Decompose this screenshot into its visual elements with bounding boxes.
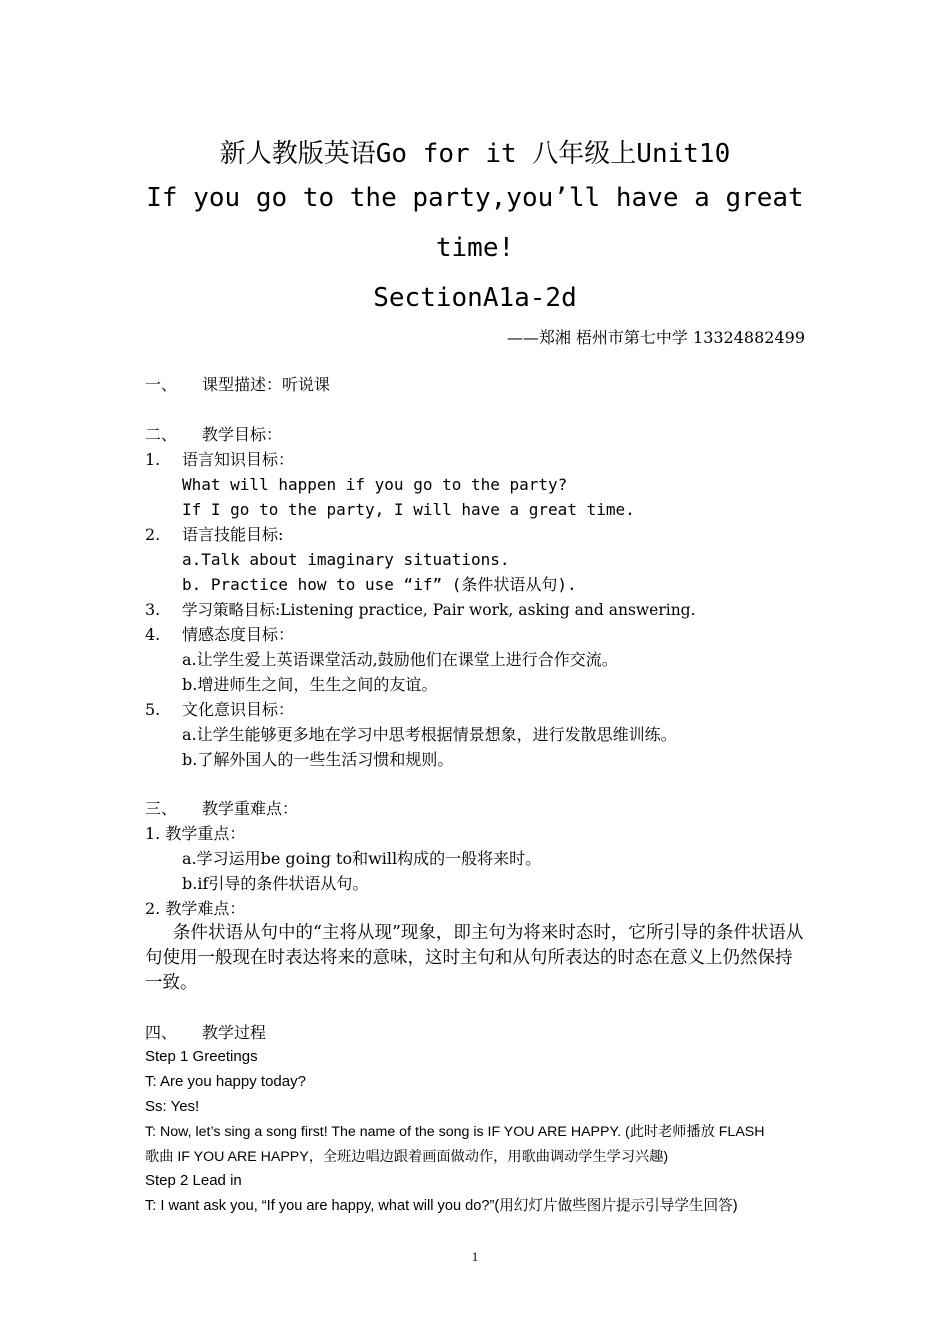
section-4-text: 教学过程 xyxy=(202,1023,267,1042)
dialogue-line-4: T: I want ask you, “If you are happy, what will you do?”(用幻灯片做些图片提示引导学生回答) xyxy=(145,1198,738,1214)
author-line: ——郑湘 梧州市第七中学 13324882499 xyxy=(506,328,805,347)
goal-4-number: 4. xyxy=(145,625,161,644)
step-1-heading: Step 1 Greetings xyxy=(145,1048,258,1065)
section-4-number: 四、 xyxy=(145,1023,178,1042)
title-line-1: 新人教版英语Go for it 八年级上Unit10 xyxy=(219,139,731,169)
dialogue-line-3b: 歌曲 IF YOU ARE HAPPY，全班边唱边跟着画面做动作，用歌曲调动学生学习兴趣) xyxy=(145,1149,669,1165)
goal-2-text: 语言技能目标: xyxy=(182,525,284,544)
goal-1-line-1: What will happen if you go to the party? xyxy=(182,475,568,494)
title-line-3: time! xyxy=(435,233,515,263)
goal-4-line-1: a.让学生爱上英语课堂活动,鼓励他们在课堂上进行合作交流。 xyxy=(182,650,618,669)
goal-4-text: 情感态度目标： xyxy=(182,625,295,644)
key-point-heading: 1. 教学重点： xyxy=(145,824,246,843)
section-3-text: 教学重难点： xyxy=(202,799,299,818)
key-point-line-1: a.学习运用be going to和will构成的一般将来时。 xyxy=(182,849,542,868)
difficulty-paragraph: 条件状语从句中的“主将从现”现象，即主句为将来时态时，它所引导的条件状语从句使用一般现在时表达将来的意味，这时主句和从句所表达的时态在意义上仍然保持一致。 xyxy=(145,923,804,993)
title-line-4: SectionA1a-2d xyxy=(373,283,577,313)
goal-5-text: 文化意识目标： xyxy=(182,700,295,719)
goal-5-number: 5. xyxy=(145,700,161,719)
section-2-number: 二、 xyxy=(145,425,178,444)
section-1-number: 一、 xyxy=(145,375,178,394)
step-2-heading: Step 2 Lead in xyxy=(145,1172,242,1189)
goal-1-line-2: If I go to the party, I will have a great time. xyxy=(182,500,635,519)
goal-2-line-2: b. Practice how to use “if” (条件状语从句). xyxy=(182,575,577,594)
dialogue-line-2: Ss: Yes! xyxy=(145,1098,200,1115)
dialogue-line-1: T: Are you happy today? xyxy=(145,1073,306,1090)
goal-2-line-1: a.Talk about imaginary situations. xyxy=(182,550,510,569)
page-number: 1 xyxy=(471,1249,479,1264)
goal-3-number: 3. xyxy=(145,600,161,619)
goal-1-text: 语言知识目标： xyxy=(182,450,295,469)
section-3-number: 三、 xyxy=(145,799,178,818)
dialogue-line-3a: T: Now, let’s sing a song first! The name of the song is IF YOU ARE HAPPY. (此时老师播放 FLASH xyxy=(145,1124,765,1140)
goal-4-line-2: b.增进师生之间，生生之间的友谊。 xyxy=(182,675,438,694)
key-point-line-2: b.if引导的条件状语从句。 xyxy=(182,874,369,893)
difficulty-heading: 2. 教学难点： xyxy=(145,899,246,918)
section-1-text: 课型描述：听说课 xyxy=(202,375,331,394)
goal-5-line-1: a.让学生能够更多地在学习中思考根据情景想象，进行发散思维训练。 xyxy=(182,725,677,744)
goal-2-number: 2. xyxy=(145,525,161,544)
section-2-text: 教学目标： xyxy=(202,425,283,444)
goal-3-text: 学习策略目标:Listening practice, Pair work, asking and answering. xyxy=(182,601,696,619)
goal-1-number: 1. xyxy=(145,450,161,469)
title-line-2: If you go to the party,you’ll have a great xyxy=(146,183,804,213)
goal-5-line-2: b.了解外国人的一些生活习惯和规则。 xyxy=(182,750,454,769)
